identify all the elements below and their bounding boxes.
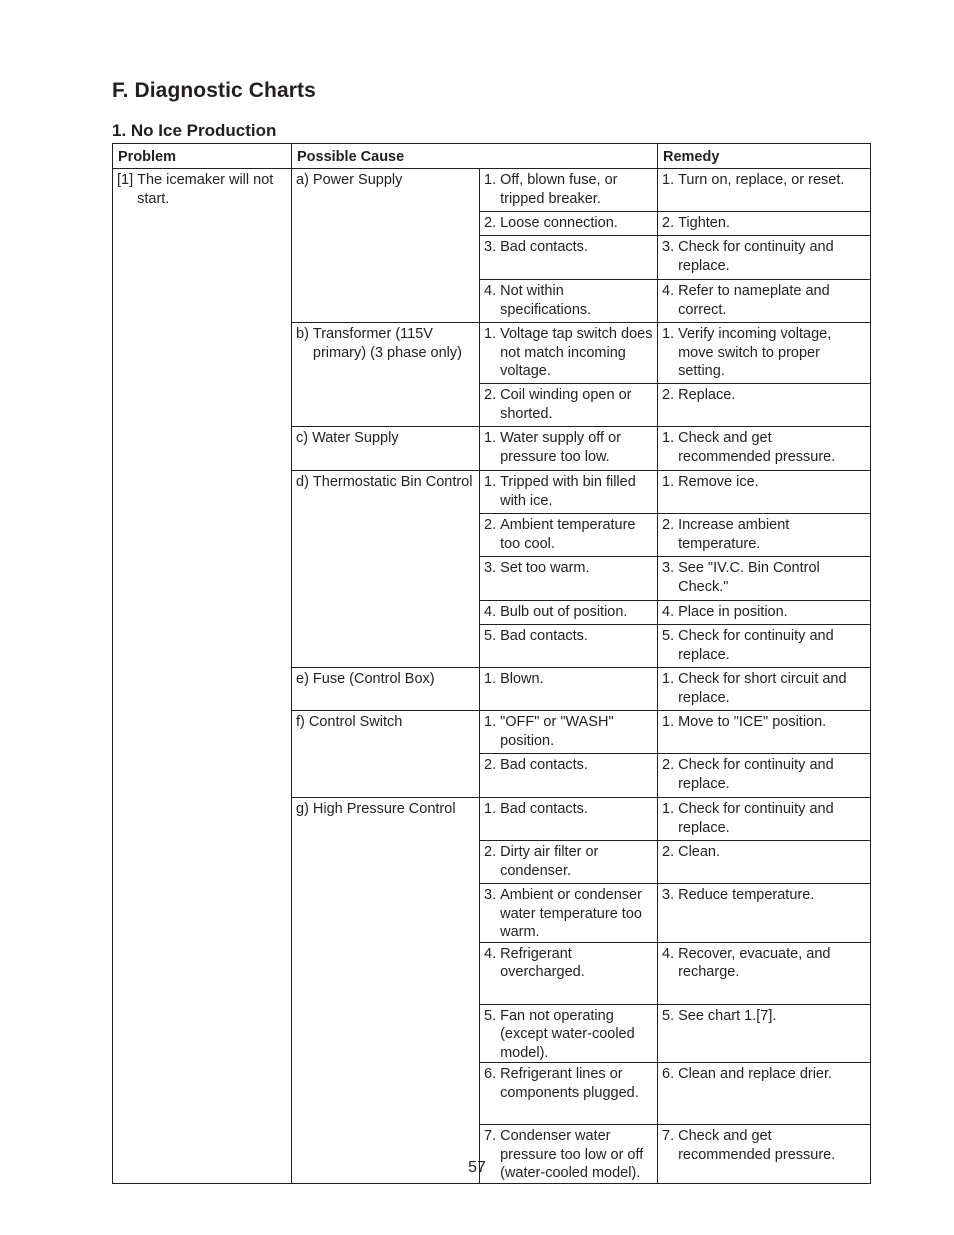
cause-text: "OFF" or "WASH" position. [500, 714, 614, 749]
remedy-text: Check for continuity and replace. [678, 628, 834, 663]
cause-group-letter: f) [296, 714, 305, 730]
remedy-text: Place in position. [678, 604, 788, 620]
cause-text: Refrigerant lines or components plugged. [500, 1066, 639, 1101]
remedy-number: 7. [662, 1128, 675, 1144]
table-header-row [113, 144, 871, 169]
cause-detail-cell [480, 323, 658, 384]
cause-group-letter: c) [296, 430, 309, 446]
cause-text: Set too warm. [500, 560, 590, 576]
header-problem: Problem [113, 144, 292, 169]
chart-title: 1. No Ice Production [112, 121, 277, 140]
cause-text: Blown. [500, 671, 544, 687]
cause-detail-cell [480, 711, 658, 754]
remedy-text: Check for continuity and replace. [678, 239, 834, 274]
cause-detail-cell [480, 754, 658, 798]
remedy-cell [658, 280, 871, 323]
remedy-number: 3. [662, 887, 675, 903]
remedy-text: Replace. [678, 387, 736, 403]
cause-detail-cell [480, 625, 658, 668]
remedy-number: 1. [662, 474, 675, 490]
cause-number: 3. [484, 887, 497, 903]
cause-group-name: Power Supply [312, 172, 403, 188]
cause-group-name: Water Supply [312, 430, 399, 446]
remedy-text: Check for continuity and replace. [678, 757, 834, 792]
remedy-cell [658, 884, 871, 943]
remedy-number: 2. [662, 215, 675, 231]
cause-group-cell [292, 169, 480, 323]
remedy-number: 4. [662, 283, 675, 299]
remedy-text: Check for short circuit and replace. [678, 671, 847, 706]
remedy-text: Check for continuity and replace. [678, 801, 834, 836]
remedy-text: Turn on, replace, or reset. [678, 172, 845, 188]
cause-number: 1. [484, 671, 497, 687]
cause-number: 5. [484, 1007, 497, 1024]
remedy-text: Reduce temperature. [678, 887, 815, 903]
remedy-number: 5. [662, 1007, 675, 1024]
cause-detail-cell [480, 1063, 658, 1125]
cause-group-name: High Pressure Control [312, 801, 456, 817]
remedy-number: 5. [662, 628, 675, 644]
cause-detail-cell [480, 884, 658, 943]
remedy-cell [658, 1004, 871, 1063]
remedy-text: Remove ice. [678, 474, 759, 490]
cause-number: 3. [484, 560, 497, 576]
cause-text: Not within specifications. [500, 283, 592, 318]
cause-text: Fan not operating (except water-cooled model). [500, 1007, 635, 1061]
table-row [113, 169, 871, 212]
cause-text: Bad contacts. [500, 239, 588, 255]
cause-group-name: Fuse (Control Box) [312, 671, 435, 687]
remedy-cell [658, 942, 871, 1004]
remedy-cell [658, 625, 871, 668]
cause-text: Condenser water pressure too low or off (water-cooled model). [500, 1128, 644, 1181]
cause-number: 4. [484, 283, 497, 299]
problem-text: The icemaker will not start. [137, 172, 274, 207]
cause-detail-cell [480, 212, 658, 236]
cause-number: 1. [484, 801, 497, 817]
section-title: F. Diagnostic Charts [112, 79, 316, 102]
remedy-text: Check and get recommended pressure. [678, 430, 836, 465]
remedy-number: 1. [662, 326, 675, 342]
cause-text: Voltage tap switch does not match incoming voltage. [500, 326, 653, 379]
cause-group-name: Thermostatic Bin Control [312, 474, 473, 490]
remedy-cell [658, 427, 871, 471]
cause-detail-cell [480, 841, 658, 884]
cause-number: 7. [484, 1128, 497, 1144]
cause-number: 1. [484, 430, 497, 446]
cause-detail-cell [480, 236, 658, 280]
remedy-text: Clean and replace drier. [678, 1066, 833, 1082]
cause-detail-cell [480, 1004, 658, 1063]
cause-group-cell [292, 711, 480, 798]
remedy-cell [658, 471, 871, 514]
remedy-cell [658, 557, 871, 601]
cause-number: 1. [484, 474, 497, 490]
cause-text: Coil winding open or shorted. [500, 387, 632, 422]
remedy-cell [658, 514, 871, 557]
cause-group-letter: a) [296, 172, 309, 188]
remedy-text: Check and get recommended pressure. [678, 1128, 836, 1163]
cause-group-letter: b) [296, 326, 309, 342]
cause-text: Dirty air filter or condenser. [500, 844, 599, 879]
cause-detail-cell [480, 942, 658, 1004]
remedy-text: Clean. [678, 844, 721, 860]
cause-group-cell [292, 427, 480, 471]
remedy-text: See "IV.C. Bin Control Check." [678, 560, 820, 595]
remedy-cell [658, 323, 871, 384]
cause-group-cell [292, 323, 480, 427]
remedy-cell [658, 754, 871, 798]
cause-text: Ambient or condenser water temperature too warm. [500, 887, 642, 940]
remedy-number: 4. [662, 945, 675, 962]
remedy-number: 3. [662, 560, 675, 576]
cause-number: 4. [484, 604, 497, 620]
cause-number: 1. [484, 714, 497, 730]
cause-text: Refrigerant overcharged. [500, 945, 585, 980]
cause-group-name: Control Switch [308, 714, 403, 730]
cause-group-cell [292, 798, 480, 1184]
cause-number: 4. [484, 945, 497, 962]
remedy-number: 1. [662, 671, 675, 687]
cause-number: 2. [484, 517, 497, 533]
cause-detail-cell [480, 280, 658, 323]
cause-group-letter: e) [296, 671, 309, 687]
cause-detail-cell [480, 668, 658, 711]
remedy-cell [658, 601, 871, 625]
cause-number: 2. [484, 757, 497, 773]
remedy-number: 2. [662, 517, 675, 533]
page-number: 57 [468, 1159, 486, 1176]
remedy-number: 2. [662, 757, 675, 773]
cause-text: Loose connection. [500, 215, 618, 231]
remedy-cell [658, 236, 871, 280]
remedy-cell [658, 212, 871, 236]
cause-text: Bad contacts. [500, 801, 588, 817]
header-remedy: Remedy [658, 144, 871, 169]
cause-text: Ambient temperature too cool. [500, 517, 636, 552]
cause-text: Bulb out of position. [500, 604, 628, 620]
remedy-number: 1. [662, 430, 675, 446]
cause-number: 1. [484, 172, 497, 188]
problem-cell [113, 169, 292, 1184]
remedy-text: Tighten. [678, 215, 730, 231]
cause-group-cell [292, 668, 480, 711]
cause-text: Bad contacts. [500, 628, 588, 644]
remedy-number: 6. [662, 1066, 675, 1082]
cause-group-cell [292, 471, 480, 668]
remedy-number: 4. [662, 604, 675, 620]
cause-number: 1. [484, 326, 497, 342]
cause-detail-cell [480, 427, 658, 471]
remedy-cell [658, 384, 871, 427]
cause-number: 3. [484, 239, 497, 255]
remedy-number: 1. [662, 801, 675, 817]
remedy-cell [658, 668, 871, 711]
remedy-number: 2. [662, 844, 675, 860]
remedy-number: 1. [662, 714, 675, 730]
cause-group-letter: d) [296, 474, 309, 490]
remedy-text: Recover, evacuate, and recharge. [678, 945, 831, 980]
cause-number: 2. [484, 215, 497, 231]
cause-text: Water supply off or pressure too low. [500, 430, 621, 465]
cause-detail-cell [480, 557, 658, 601]
diagnostic-table [112, 143, 871, 1184]
remedy-text: Refer to nameplate and correct. [678, 283, 830, 318]
cause-text: Off, blown fuse, or tripped breaker. [500, 172, 618, 207]
remedy-cell [658, 711, 871, 754]
cause-detail-cell [480, 798, 658, 841]
remedy-number: 1. [662, 172, 675, 188]
remedy-cell [658, 841, 871, 884]
cause-number: 6. [484, 1066, 497, 1082]
cause-detail-cell [480, 384, 658, 427]
cause-detail-cell [480, 169, 658, 212]
remedy-cell [658, 1063, 871, 1125]
cause-number: 2. [484, 387, 497, 403]
problem-number: [1] [117, 172, 134, 188]
cause-number: 5. [484, 628, 497, 644]
cause-number: 2. [484, 844, 497, 860]
remedy-cell [658, 169, 871, 212]
remedy-number: 3. [662, 239, 675, 255]
remedy-number: 2. [662, 387, 675, 403]
remedy-text: See chart 1.[7]. [678, 1007, 777, 1024]
cause-group-name: Transformer (115V primary) (3 phase only) [312, 326, 462, 361]
cause-detail-cell [480, 471, 658, 514]
header-possible-cause: Possible Cause [292, 144, 658, 169]
cause-detail-cell [480, 601, 658, 625]
cause-group-letter: g) [296, 801, 309, 817]
remedy-text: Move to "ICE" position. [678, 714, 827, 730]
cause-text: Tripped with bin filled with ice. [500, 474, 636, 509]
table-body [113, 169, 871, 1184]
remedy-text: Verify incoming voltage, move switch to proper setting. [678, 326, 832, 379]
remedy-cell [658, 798, 871, 841]
cause-text: Bad contacts. [500, 757, 588, 773]
remedy-text: Increase ambient temperature. [678, 517, 790, 552]
cause-detail-cell [480, 514, 658, 557]
